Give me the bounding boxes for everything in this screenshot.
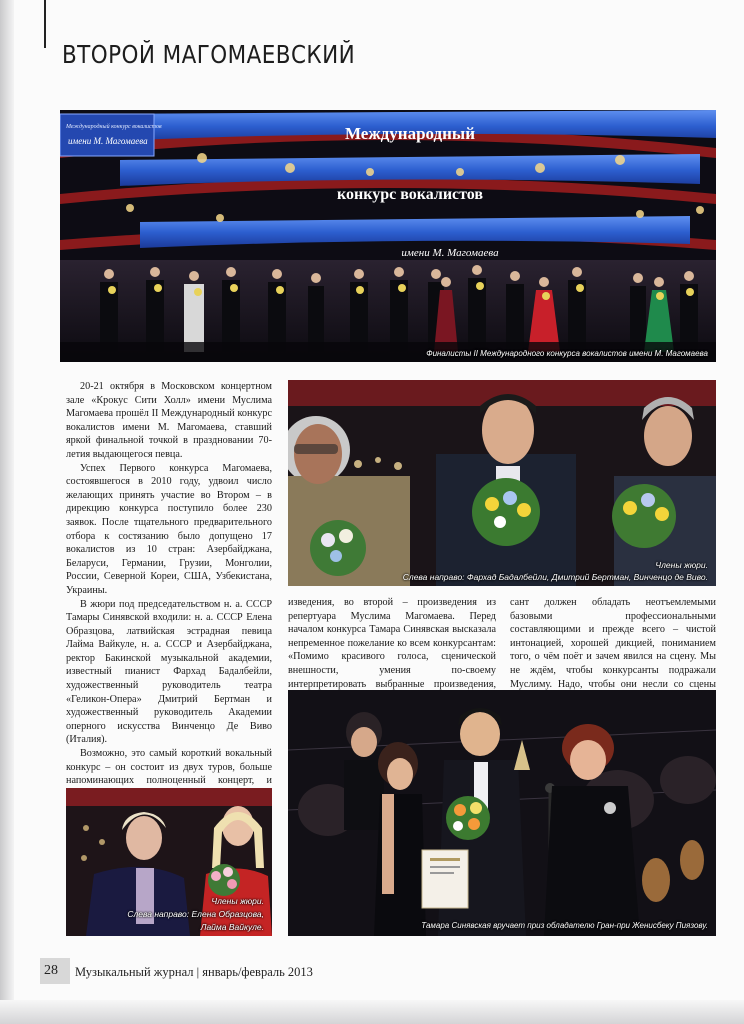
photo-jury-men: [288, 380, 716, 586]
caption-jury-women-2: Слева направо: Елена Образцова,: [127, 909, 264, 919]
photo-jury-men-drawing: [288, 380, 716, 586]
paragraph-2: Успех Первого конкурса Магомаева, состоявшегося в 2010 году, удвоил число желающих принять участие во Втором – в дирекцию конкурса поступило более 230 заявок. После тщательного предварительного отбора к состязанию было допущено 17 вокалистов из 10 стран: Азербайджана, Беларуси, Германии, Грузии, Монголии, России, Северной Кореи, США, Узбекистана, Украины.: [66, 462, 272, 596]
caption-jury-men-1: Члены жюри.: [655, 560, 708, 570]
photo-finalists: [60, 110, 716, 362]
caption-jury-women-3: Лайма Вайкуле.: [200, 922, 264, 932]
logo-line-2: имени М. Магомаева: [68, 136, 148, 146]
article-column-right: [510, 596, 716, 705]
banner-text-1: Международный: [344, 124, 476, 143]
footer-magazine: [75, 965, 313, 980]
paragraph-right: сант должен обладать неотъемлемыми базовыми профессиональными составляющими и прежде всего – чистой интонацией, хорошей дикцией, пониманием того, о чём поёт и зачем явился на сцену. Мы не ждём, чтобы конкурсанты подражали Муслиму. Надо, чтобы они несли со сцены: [510, 597, 716, 690]
caption-jury-women-1: Члены жюри.: [211, 896, 264, 906]
logo-line-1: Международный конкурс вокалистов: [66, 124, 162, 130]
page-number: 28: [44, 963, 58, 978]
photo-award: [288, 690, 716, 936]
article-column-left: [66, 380, 272, 815]
paragraph-1: 20-21 октября в Московском концертном зале «Крокус Сити Холл» имени Муслима Магомаева прошёл II Международный конкурс вокалистов имени М. Магомаева, ставший яркой финальной точкой в праздновании 70-летия выдающегося певца.: [66, 381, 272, 460]
top-rule: [44, 0, 46, 48]
caption-award: Тамара Синявская вручает приз обладателю Гран-при Женисбеку Пиязову.: [421, 921, 708, 930]
page-bottom-edge: [0, 1000, 744, 1024]
banner-text-3: имени М. Магомаева: [401, 247, 499, 259]
article-column-middle: [288, 596, 496, 705]
banner-text-2: конкурс вокалистов: [336, 186, 484, 203]
headline: ВТОРОЙ МАГОМАЕВСКИЙ: [62, 40, 356, 69]
photo-jury-women: [66, 788, 272, 936]
paragraph-middle: изведения, во второй – произведения из репертуара Муслима Магомаева. Перед началом конкурса Тамара Синявская высказала непременное пожелание ко всем конкурсантам: «Помимо красивого голоса, сценической внешности, умения по-своему интерпретировать выбранные произведения,: [288, 597, 496, 690]
photo-finalists-drawing: [60, 110, 716, 362]
paragraph-3: В жюри под председательством н. а. СССР Тамары Синявской входили: н. а. СССР Елена Образцова, латвийская эстрадная певица Лайма Вайкуле, н. а. СССР и Азербайджана, ректор Бакинской музыкальной академии, известный пианист Фархад Бадалбейли, художественный руководитель театра «Геликон-Опера» Дмитрий Бертман и художественный руководитель Академии оперного искусства Винченцо Де Виво (Италия).: [66, 598, 272, 746]
paragraph-4: Возможно, это самый короткий вокальный конкурс – он состоит из двух туров, больше напоминающих полноценный концерт, и: [66, 748, 272, 787]
magazine-name: Музыкальный журнал: [75, 965, 194, 979]
footer-separator: |: [196, 965, 203, 979]
page-spine: [0, 0, 14, 1024]
issue-date: январь/февраль 2013: [202, 965, 313, 979]
photo-award-drawing: [288, 690, 716, 936]
caption-finalists: Финалисты II Международного конкурса вокалистов имени М. Магомаева: [426, 349, 708, 358]
caption-jury-men-2: Слева направо: Фархад Бадалбейли, Дмитрий Бертман, Винченцо де Виво.: [402, 572, 708, 582]
